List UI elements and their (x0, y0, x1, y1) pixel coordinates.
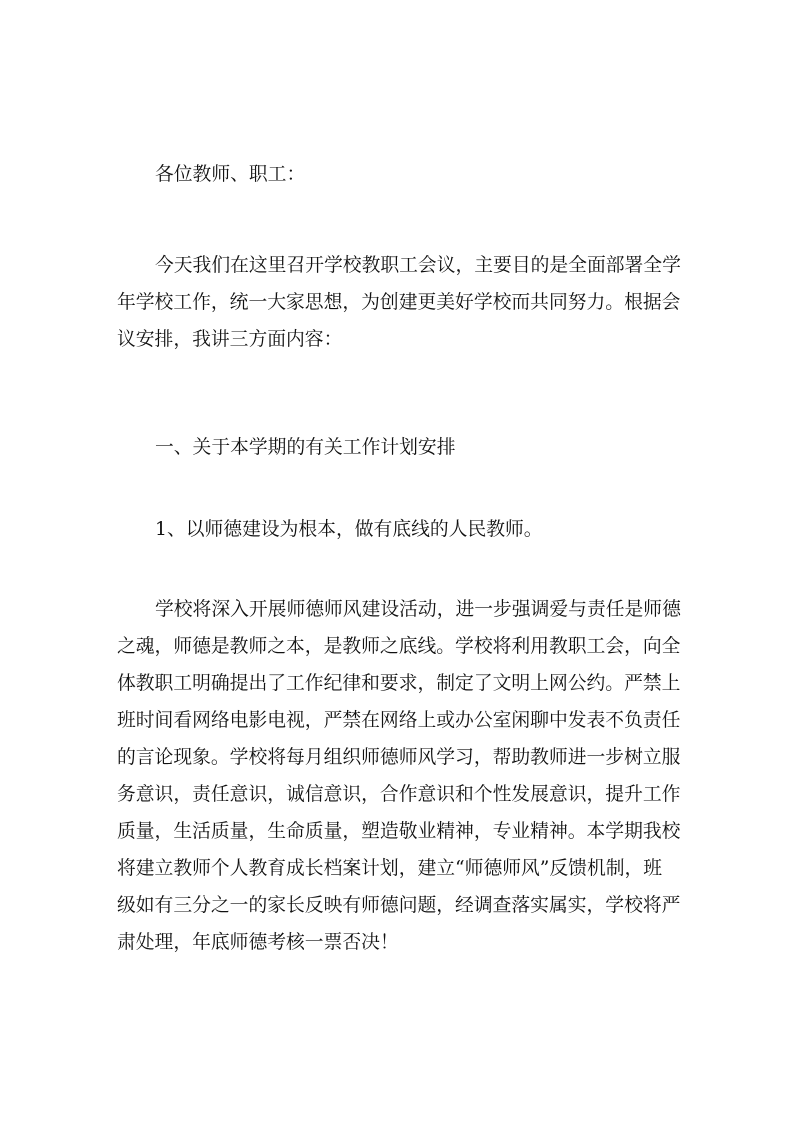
body-line: 级如有三分之一的家长反映有师德问题，经调查落实属实，学校将严 (117, 895, 681, 916)
intro-line: 年学校工作，统一大家思想，为创建更美好学校而共同努力。根据会 (117, 292, 681, 313)
body-line: 的言论现象。学校将每月组织师德师风学习，帮助教师进一步树立服 (117, 747, 681, 768)
body-line: 务意识，责任意识，诚信意识，合作意识和个性发展意识，提升工作 (117, 784, 681, 805)
intro-line: 今天我们在这里召开学校教职工会议，主要目的是全面部署全学 (155, 255, 681, 276)
body-line: 学校将深入开展师德师风建设活动，进一步强调爱与责任是师德 (155, 599, 681, 620)
body-line: 体教职工明确提出了工作纪律和要求，制定了文明上网公约。严禁上 (117, 673, 681, 694)
body-line: 肃处理，年底师德考核一票否决！ (117, 932, 399, 953)
body-line: 班时间看网络电影电视，严禁在网络上或办公室闲聊中发表不负责任 (117, 710, 681, 731)
intro-line: 议安排，我讲三方面内容： (117, 329, 343, 350)
item-heading: 1、以师德建设为根本，做有底线的人民教师。 (155, 519, 543, 540)
body-line: 质量，生活质量，生命质量，塑造敬业精神，专业精神。本学期我校 (117, 821, 681, 842)
section-heading: 一、关于本学期的有关工作计划安排 (155, 437, 456, 458)
body-line: 之魂，师德是教师之本，是教师之底线。学校将利用教职工会，向全 (117, 636, 681, 657)
greeting: 各位教师、职工： (155, 164, 306, 185)
body-line: 将建立教师个人教育成长档案计划，建立“师德师风”反馈机制，班 (117, 858, 663, 879)
